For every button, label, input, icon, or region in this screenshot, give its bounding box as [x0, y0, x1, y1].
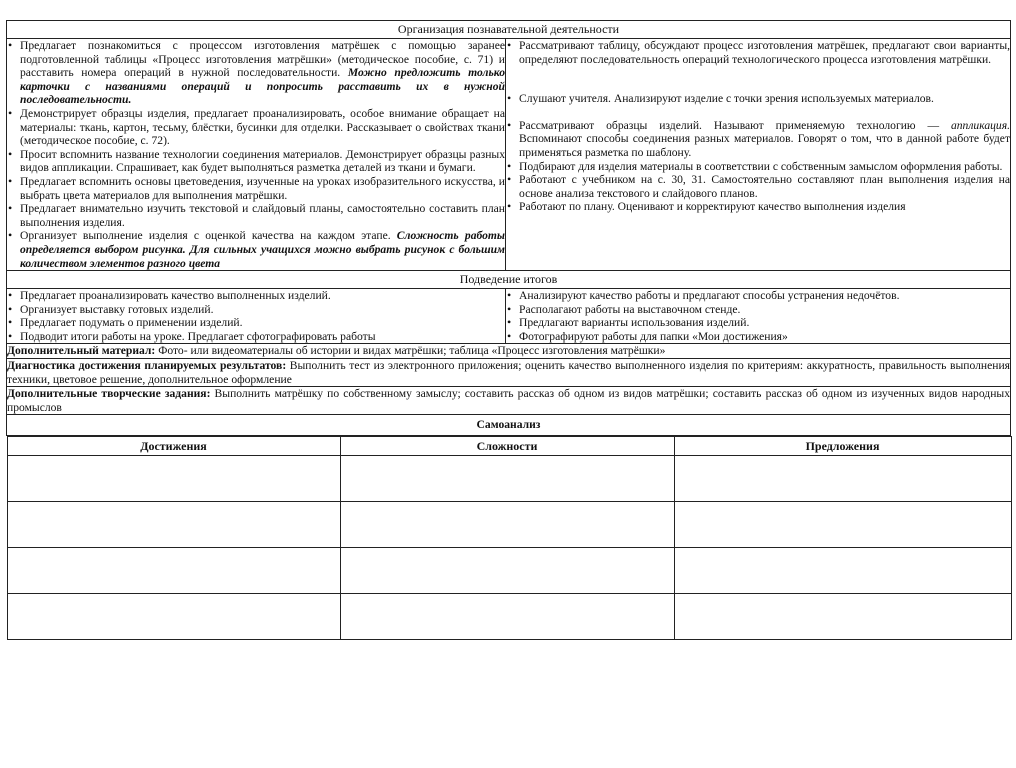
- column-header-suggestions: Предложения: [674, 437, 1011, 456]
- column-header-achievements: Достижения: [7, 437, 340, 456]
- list-item: • Просит вспомнить название технологии соединения материалов. Демонстрирует образцы разных видов аппликации. Спрашивает, как будет выполняться разметка деталей из ткани и бумаги.: [7, 148, 505, 175]
- table-cell: [7, 502, 340, 548]
- table-cell: [674, 456, 1011, 502]
- extra-material-cell: [7, 344, 1011, 359]
- list-item: • Предлагает проанализировать качество выполненных изделий.: [7, 289, 505, 303]
- self-analysis-header-row: [7, 415, 1011, 436]
- lesson-plan-table: [6, 20, 1011, 640]
- table-cell: [340, 594, 674, 640]
- self-analysis-columns: [7, 437, 1011, 456]
- list-item: • Анализируют качество работы и предлагают способы устранения недочётов.: [506, 289, 1010, 303]
- list-item: • Располагают работы на выставочном стенде.: [506, 303, 1010, 317]
- list-item: • Рассматривают таблицу, обсуждают процесс изготовления матрёшек, предлагают свои варианты, определяют последовательность операций технологического процесса изготовления матрёшки.: [506, 39, 1010, 66]
- summary-section-title: Подведение итогов: [7, 271, 1011, 289]
- list-item: • Демонстрирует образцы изделия, предлагает проанализировать, особое внимание обращает на материалы: ткань, картон, тесьму, блёстки, бусинки для отделки. Рассказывает о свойствах ткани (методическое пособие, с. 72).: [7, 107, 505, 148]
- table-cell: [340, 548, 674, 594]
- column-header-difficulties: Сложности: [340, 437, 674, 456]
- table-cell: [674, 502, 1011, 548]
- list-item: • Предлагает вспомнить основы цветоведения, изученные на уроках изобразительного искусства, и выбрать цвета материалов для выполнения матрёшки.: [7, 175, 505, 202]
- creative-row: [7, 387, 1011, 415]
- list-item: • Предлагает подумать о применении изделий.: [7, 316, 505, 330]
- self-analysis-table: [7, 436, 1012, 640]
- table-row: [7, 456, 1011, 502]
- extra-material-text: Фото- или видеоматериалы об истории и видах матрёшки; таблица «Процесс изготовления матрёшки»: [158, 344, 666, 358]
- table-cell: [340, 502, 674, 548]
- cognitive-header-row: [7, 21, 1011, 39]
- list-item: • Предлагают варианты использования изделий.: [506, 316, 1010, 330]
- table-row: [7, 594, 1011, 640]
- list-item: • Работают по плану. Оценивают и корректируют качество выполнения изделия: [506, 200, 1010, 214]
- list-item: • Предлагает познакомиться с процессом изготовления матрёшек с помощью заранее подготовленной таблицы «Процесс изготовления матрёшки» (методическое пособие, с. 71) и расставить номера операций в нужной последовательности. Можно предложить только карточки с названиями операций и попросить расставить их в нужной последовательности.: [7, 39, 505, 107]
- self-analysis-grid-row: [7, 436, 1011, 641]
- table-row: [7, 502, 1011, 548]
- table-cell: [674, 548, 1011, 594]
- list-item: • Работают с учебником на с. 30, 31. Самостоятельно составляют план выполнения изделия на основе анализа текстового и слайдового планов.: [506, 173, 1010, 200]
- cognitive-section-title: Организация познавательной деятельности: [7, 21, 1011, 39]
- cognitive-content-row: [7, 39, 1011, 271]
- table-cell: [7, 594, 340, 640]
- extra-material-label: Дополнительный материал:: [7, 344, 156, 358]
- table-cell: [340, 456, 674, 502]
- creative-cell: [7, 387, 1011, 415]
- list-item: • Фотографируют работы для папки «Мои достижения»: [506, 330, 1010, 344]
- list-item: • Подводит итоги работы на уроке. Предлагает сфотографировать работы: [7, 330, 505, 344]
- diagnostics-label: Диагностика достижения планируемых результатов:: [7, 359, 287, 373]
- summary-header-row: [7, 271, 1011, 289]
- table-cell: [674, 594, 1011, 640]
- list-item: • Рассматривают образцы изделий. Называют применяемую технологию — аппликация. Вспоминают способы соединения разных материалов. Говорят о том, что в данной работе будет применяться разметка по шаблону.: [506, 119, 1010, 160]
- diagnostics-cell: [7, 359, 1011, 387]
- summary-students-column: [506, 289, 1011, 344]
- list-item: • Предлагает внимательно изучить текстовой и слайдовый планы, самостоятельно составить план выполнения изделия.: [7, 202, 505, 229]
- table-row: [7, 548, 1011, 594]
- summary-content-row: [7, 289, 1011, 344]
- table-cell: [7, 548, 340, 594]
- creative-label: Дополнительные творческие задания:: [7, 387, 211, 401]
- summary-teacher-column: [7, 289, 506, 344]
- list-item: • Слушают учителя. Анализируют изделие с точки зрения используемых материалов.: [506, 92, 1010, 106]
- list-item: • Организует выставку готовых изделий.: [7, 303, 505, 317]
- cognitive-students-column: [506, 39, 1011, 271]
- cognitive-teacher-column: [7, 39, 506, 271]
- list-item: • Подбирают для изделия материалы в соответствии с собственным замыслом оформления работы.: [506, 160, 1010, 174]
- list-item: • Организует выполнение изделия с оценкой качества на каждом этапе. Сложность работы определяется выбором рисунка. Для сильных учащихся можно выбрать рисунок с большим количеством элементов разного цвета: [7, 229, 505, 270]
- table-cell: [7, 456, 340, 502]
- self-analysis-title: Самоанализ: [7, 415, 1011, 436]
- diagnostics-text: Выполнить тест из электронного приложения; оценить качество выполненного изделия по критериям: аккуратность, правильность выполнения техники, цветовое решение, дополнительное оформление: [7, 359, 1011, 386]
- creative-text: Выполнить матрёшку по собственному замыслу; составить рассказ об одном из видов матрёшки; составить рассказ об одном из изученных видов народных промыслов: [7, 387, 1011, 414]
- diagnostics-row: [7, 359, 1011, 387]
- extra-material-row: [7, 344, 1011, 359]
